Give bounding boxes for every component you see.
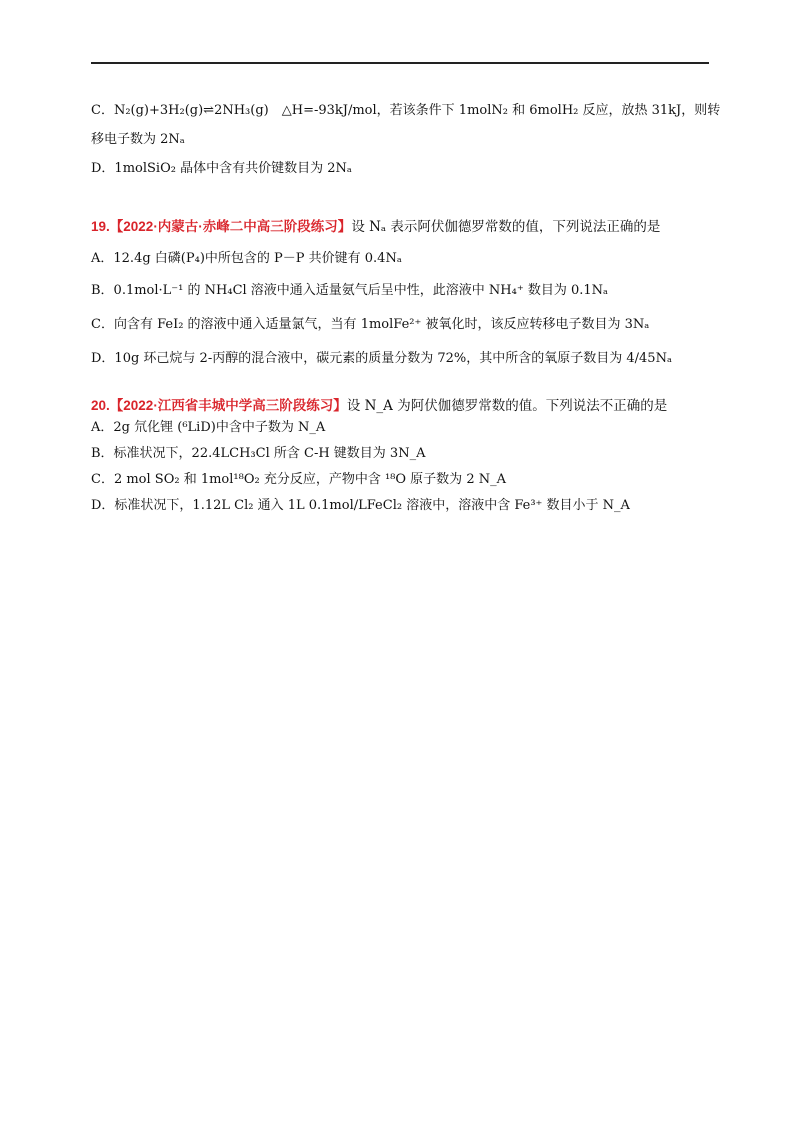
q19-number: 19.: [91, 219, 110, 234]
q20-option-c: [91, 471, 711, 489]
q18-option-c-line1: [91, 102, 721, 120]
q19-option-c: [91, 316, 711, 334]
q20-option-b-text: B．标准状况下，22.4LCH₃Cl 所含 C-H 键数目为 3N_A: [91, 446, 426, 461]
q20-option-c-text: C．2 mol SO₂ 和 1mol¹⁸O₂ 充分反应，产物中含 ¹⁸O 原子数为 2 N_A: [91, 472, 506, 487]
q18-option-c-text-1: C．N₂(g)+3H₂(g)⇌2NH₃(g) △H=-93kJ/mol，若该条件下 1molN₂ 和 6molH₂ 反应，放热 31kJ，则转: [91, 103, 721, 118]
q18-option-d-text: D．1molSiO₂ 晶体中含有共价键数目为 2Nₐ: [91, 161, 352, 176]
header-rule: [91, 62, 709, 64]
q19-option-c-text: C．向含有 FeI₂ 的溶液中通入适量氯气，当有 1molFe²⁺ 被氧化时，该反应转移电子数目为 3Nₐ: [91, 317, 650, 332]
q18-option-d: [91, 160, 711, 178]
q20-header: [91, 397, 711, 415]
q19-option-a-text: A．12.4g 白磷(P₄)中所包含的 P－P 共价键有 0.4Nₐ: [91, 251, 402, 266]
q19-option-b: [91, 282, 711, 300]
q20-source: 【2022·江西省丰城中学高三阶段练习】: [109, 398, 347, 413]
q18-option-c-text-2: 移电子数为 2Nₐ: [91, 132, 185, 147]
q19-option-a: [91, 250, 711, 268]
q20-stem: 设 N_A 为阿伏伽德罗常数的值。下列说法不正确的是: [346, 398, 668, 414]
q18-option-c-line2: [91, 131, 711, 149]
q20-option-a-text: A．2g 氘化锂 (⁶LiD)中含中子数为 N_A: [91, 420, 326, 435]
q19-option-d: [91, 350, 711, 368]
q19-stem: 设 Nₐ 表示阿伏伽德罗常数的值，下列说法正确的是: [351, 219, 661, 235]
q20-option-b: [91, 445, 711, 463]
q20-option-a: [91, 419, 711, 437]
q19-option-d-text: D．10g 环己烷与 2-丙醇的混合液中，碳元素的质量分数为 72%，其中所含的氧原子数目为 4/45Nₐ: [91, 351, 672, 366]
q20-option-d-text: D．标准状况下，1.12L Cl₂ 通入 1L 0.1mol/LFeCl₂ 溶液中，溶液中含 Fe³⁺ 数目小于 N_A: [91, 498, 630, 513]
q19-source: 【2022·内蒙古·赤峰二中高三阶段练习】: [109, 219, 352, 234]
q19-option-b-text: B．0.1mol·L⁻¹ 的 NH₄Cl 溶液中通入适量氨气后呈中性，此溶液中 NH₄⁺ 数目为 0.1Nₐ: [91, 283, 609, 298]
q20-option-d: [91, 497, 711, 515]
q19-header: [91, 218, 711, 236]
q20-number: 20.: [91, 398, 110, 413]
